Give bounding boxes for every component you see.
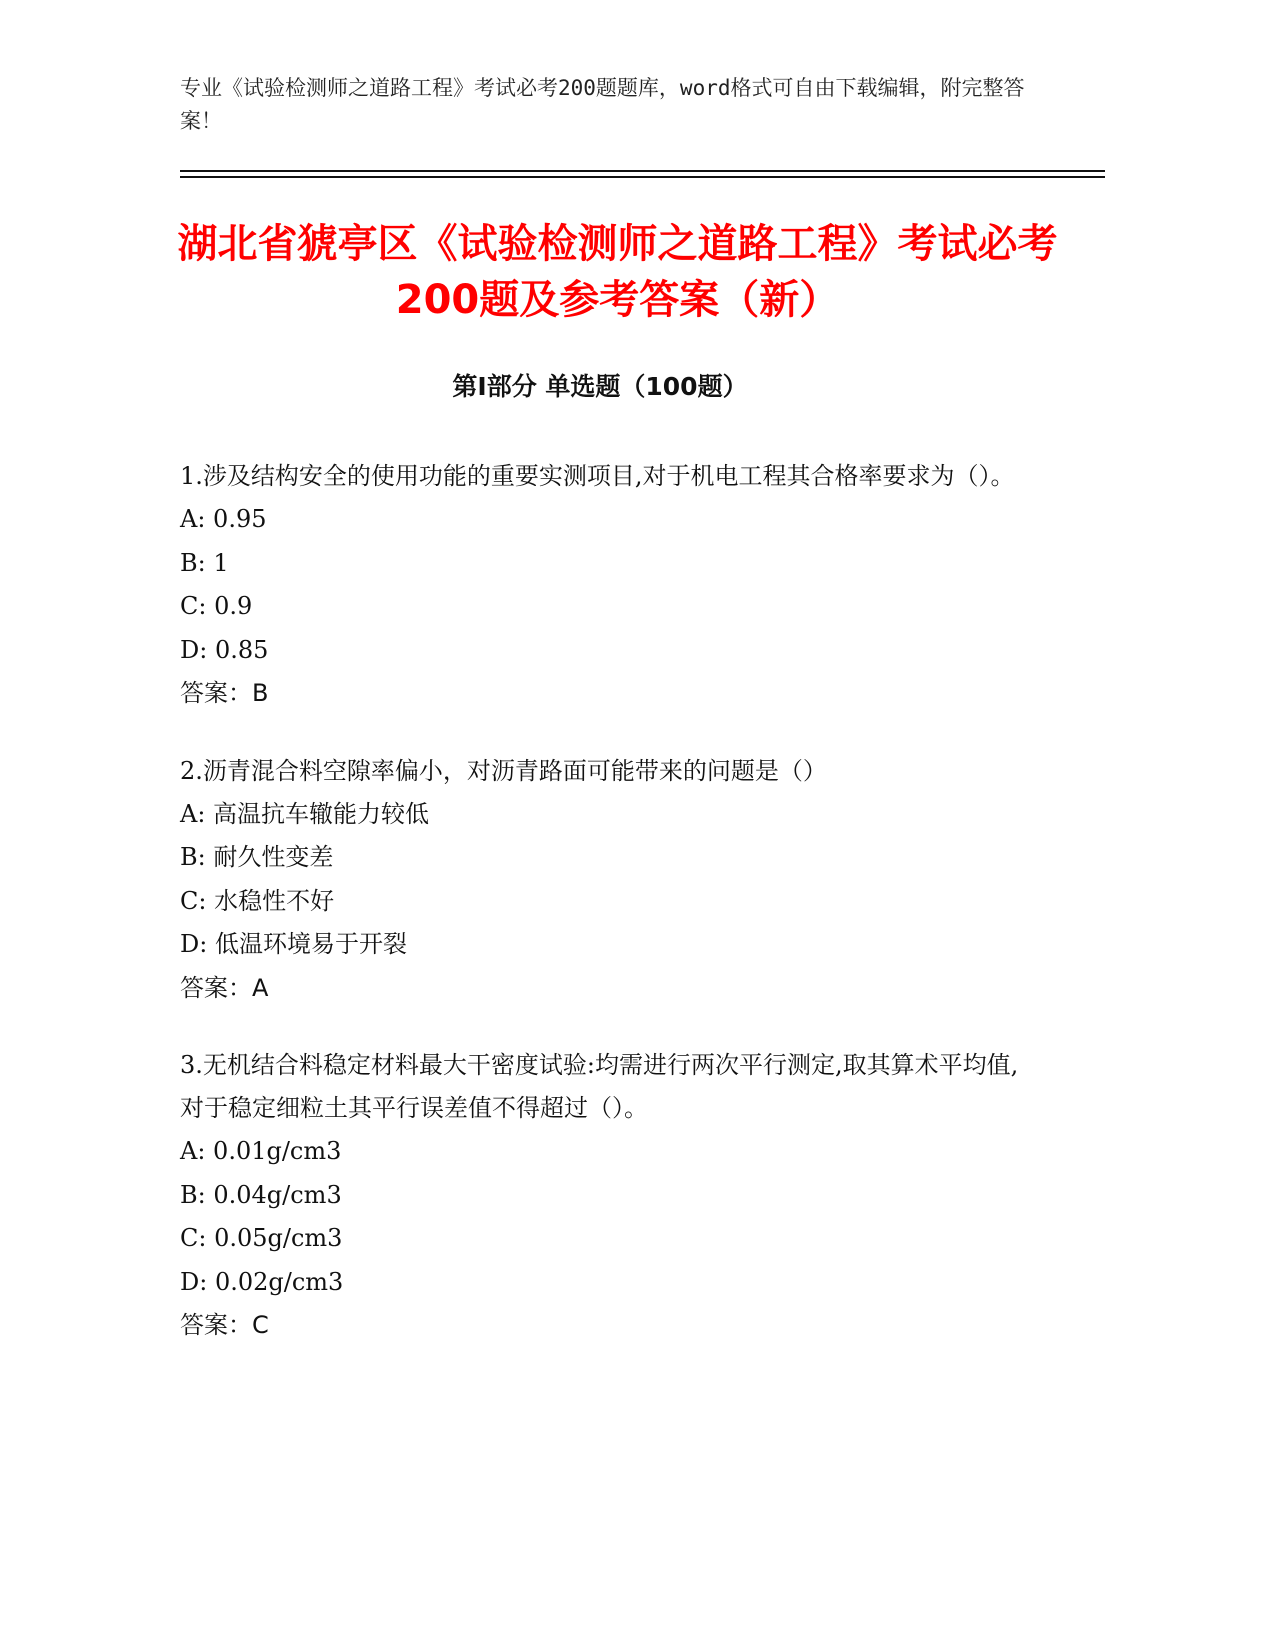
option-c: C: 0.05g/cm3 xyxy=(180,1224,343,1252)
question-list xyxy=(180,455,1040,1382)
header-rule-bottom xyxy=(180,176,1105,178)
option-a: A: 0.01g/cm3 xyxy=(180,1137,342,1165)
question-stem: 2.沥青混合料空隙率偏小，对沥青路面可能带来的问题是（） xyxy=(180,756,827,785)
document-title: 湖北省猇亭区《试验检测师之道路工程》考试必考200题及参考答案（新） xyxy=(177,221,1058,323)
answer: 答案：C xyxy=(180,1311,269,1339)
option-c: C: 0.9 xyxy=(180,592,253,620)
question-stem: 1.涉及结构安全的使用功能的重要实测项目,对于机电工程其合格率要求为（）。 xyxy=(180,462,1015,490)
option-d: D: 0.85 xyxy=(180,635,269,664)
option-b: B: 1 xyxy=(180,548,229,577)
option-a: A: 高温抗车辙能力较低 xyxy=(180,799,430,828)
answer: 答案：A xyxy=(180,973,269,1002)
option-a: A: 0.95 xyxy=(180,505,267,533)
question-3 xyxy=(180,1044,1040,1348)
option-b: B: 耐久性变差 xyxy=(180,843,334,871)
option-c: C: 水稳性不好 xyxy=(180,886,335,915)
question-stem: 3.无机结合料稳定材料最大干密度试验:均需进行两次平行测定,取其算术平均值,对于稳定细粒土其平行误差值不得超过（）。 xyxy=(180,1051,1019,1122)
option-b: B: 0.04g/cm3 xyxy=(180,1180,342,1209)
question-2 xyxy=(180,750,1040,1011)
question-1 xyxy=(180,455,1040,716)
header-rule-top xyxy=(180,170,1105,172)
answer: 答案：B xyxy=(180,679,269,707)
section-title: 第I部分 单选题（100题） xyxy=(452,372,748,401)
header-note: 专业《试验检测师之道路工程》考试必考200题题库，word格式可自由下载编辑，附完整答案！ xyxy=(180,76,1025,133)
option-d: D: 0.02g/cm3 xyxy=(180,1267,344,1296)
option-d: D: 低温环境易于开裂 xyxy=(180,930,407,958)
